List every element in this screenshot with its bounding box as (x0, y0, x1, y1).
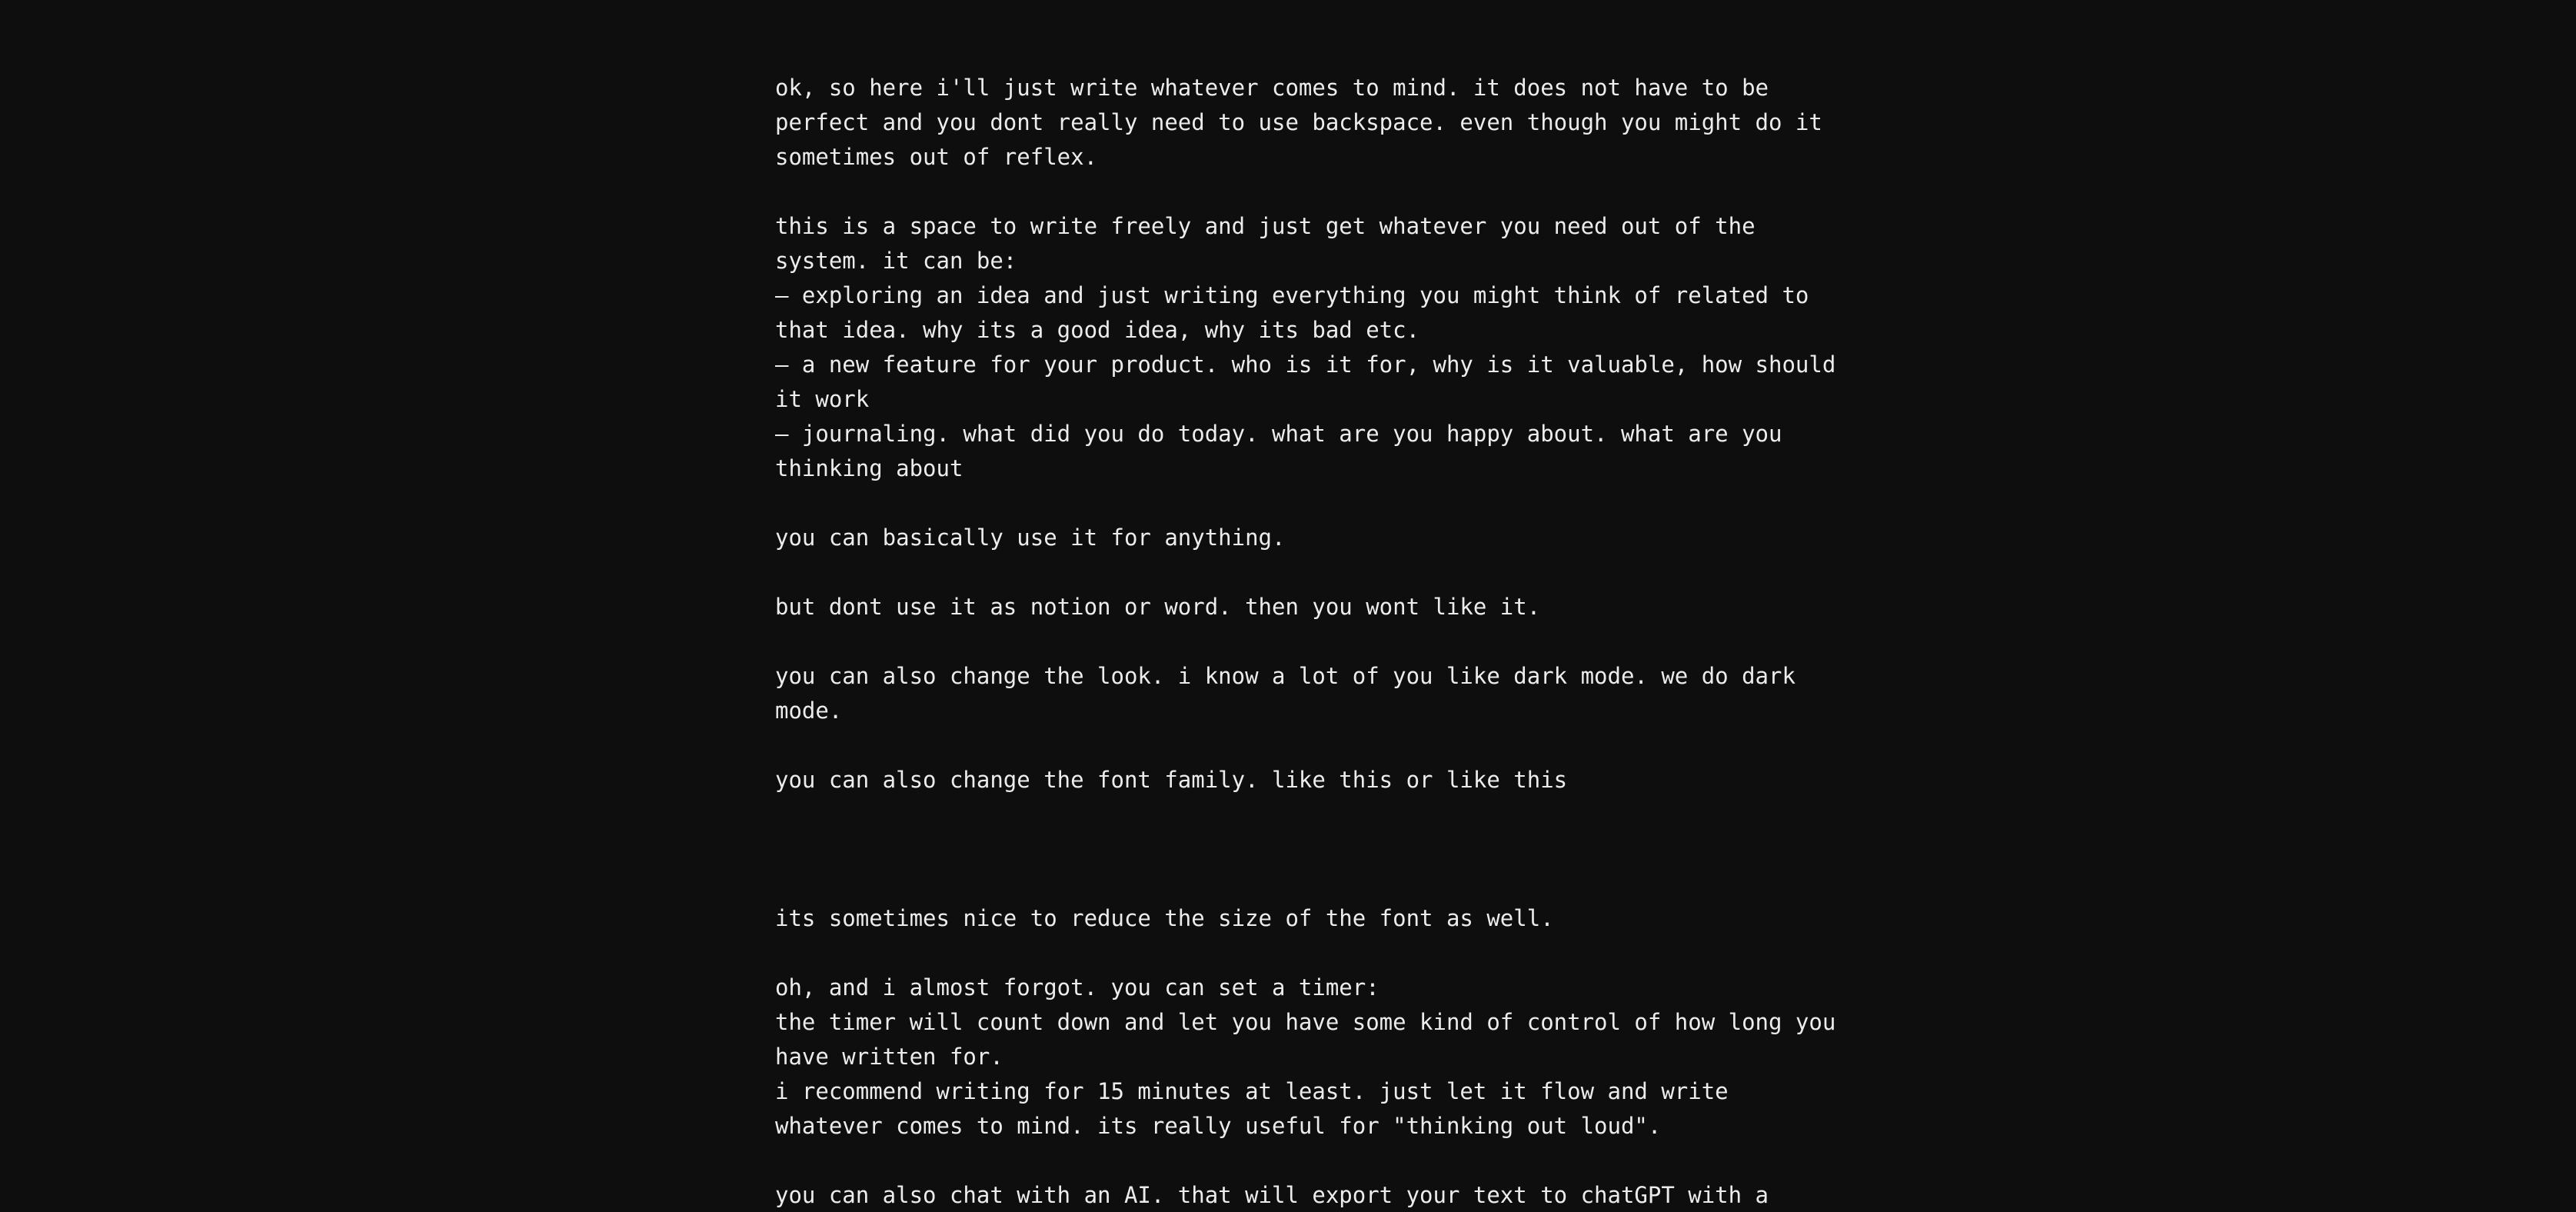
text-line: you can also chat with an AI. that will export your text to chatGPT with a (775, 1182, 1769, 1208)
text-line: mode. (775, 698, 843, 724)
text-line: oh, and i almost forgot. you can set a timer: (775, 974, 1380, 1001)
text-line: you can basically use it for anything. (775, 524, 1286, 551)
text-line (775, 555, 1852, 590)
text-line: – exploring an idea and just writing everything you might think of related to (775, 282, 1809, 308)
text-line (775, 832, 1852, 867)
text-line: perfect and you dont really need to use backspace. even though you might do it (775, 109, 1822, 135)
writing-area[interactable] (775, 71, 1852, 1212)
text-line: ok, so here i'll just write whatever comes to mind. it does not have to be (775, 75, 1769, 101)
text-line: system. it can be: (775, 248, 1017, 274)
text-line: – journaling. what did you do today. what are you happy about. what are you (775, 421, 1782, 447)
text-line (775, 175, 1852, 209)
text-line (775, 867, 1852, 901)
text-line: you can also change the look. i know a lot of you like dark mode. we do dark (775, 663, 1796, 689)
text-line (775, 797, 1852, 832)
text-line: have written for. (775, 1044, 1003, 1070)
text-line: its sometimes nice to reduce the size of the font as well. (775, 905, 1554, 931)
text-line (775, 486, 1852, 521)
text-line: i recommend writing for 15 minutes at least. just let it flow and write (775, 1078, 1729, 1104)
text-line: thinking about (775, 455, 964, 481)
text-line: that idea. why its a good idea, why its bad etc. (775, 317, 1420, 343)
text-line (775, 1144, 1852, 1178)
text-line: sometimes out of reflex. (775, 144, 1098, 170)
text-line: you can also change the font family. like this or like this (775, 767, 1568, 793)
text-line: the timer will count down and let you have some kind of control of how long you (775, 1009, 1836, 1035)
text-line: whatever comes to mind. its really useful for "thinking out loud". (775, 1113, 1662, 1139)
text-line: – a new feature for your product. who is it for, why is it valuable, how should (775, 351, 1836, 378)
text-line (775, 624, 1852, 659)
text-line (775, 936, 1852, 971)
text-line: this is a space to write freely and just get whatever you need out of the (775, 213, 1756, 239)
text-line (775, 728, 1852, 763)
text-line: but dont use it as notion or word. then you wont like it. (775, 594, 1541, 620)
text-line: it work (775, 386, 870, 412)
